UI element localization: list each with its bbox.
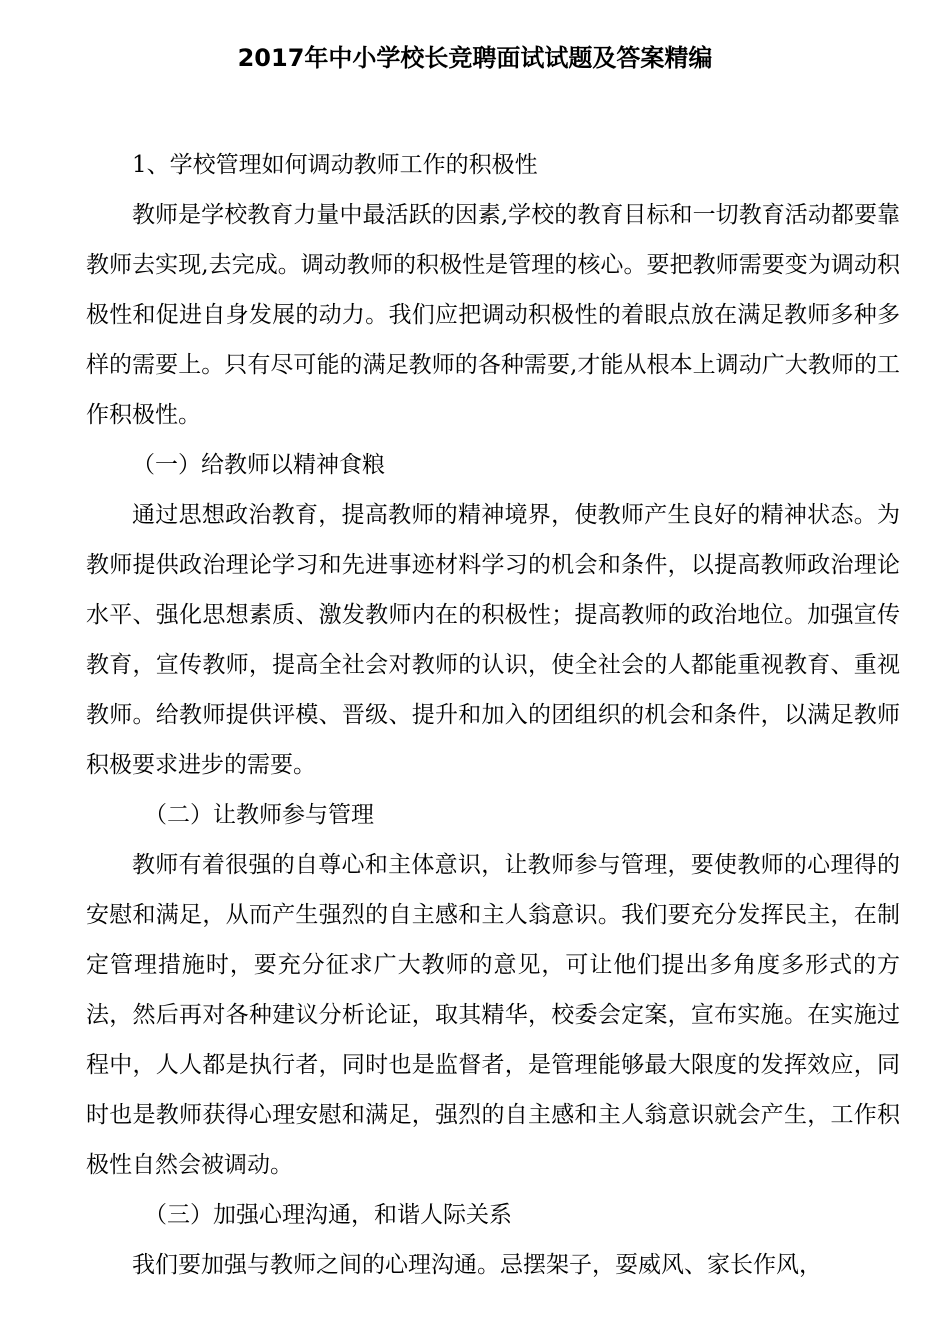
question-heading: 1、学校管理如何调动教师工作的积极性 (132, 152, 538, 178)
section-heading-2: （二）让教师参与管理 (144, 802, 374, 828)
section-paragraph-2: 教师有着很强的自尊心和主体意识，让教师参与管理，要使教师的心理得的安慰和满足，从而产生强烈的自主感和主人翁意识。我们要充分发挥民主，在制定管理措施时，要充分征求广大教师的意见，可让他们提出多角度多形式的方法，然后再对各种建议分析论证，取其精华，校委会定案，宣布实施。在实施过程中，人人都是执行者，同时也是监督者，是管理能够最大限度的发挥效应，同时也是教师获得心理安慰和满足，强烈的自主感和主人翁意识就会产生，工作积极性自然会被调动。 (86, 852, 900, 1178)
section-heading-1: （一）给教师以精神食粮 (132, 452, 385, 478)
section-paragraph-3: 我们要加强与教师之间的心理沟通。忌摆架子，耍威风、家长作风， (132, 1252, 822, 1278)
section-heading-3: （三）加强心理沟通，和谐人际关系 (144, 1202, 512, 1228)
document-body (86, 140, 900, 1290)
document-title: 2017年中小学校长竞聘面试试题及答案精编 (237, 44, 713, 72)
intro-paragraph: 教师是学校教育力量中最活跃的因素,学校的教育目标和一切教育活动都要靠教师去实现,去完成。调动教师的积极性是管理的核心。要把教师需要变为调动积极性和促进自身发展的动力。我们应把调动积极性的着眼点放在满足教师多种多样的需要上。只有尽可能的满足教师的各种需要,才能从根本上调动广大教师的工作积极性。 (86, 202, 900, 428)
section-paragraph-1: 通过思想政治教育，提高教师的精神境界，使教师产生良好的精神状态。为教师提供政治理论学习和先进事迹材料学习的机会和条件，以提高教师政治理论水平、强化思想素质、激发教师内在的积极性；提高教师的政治地位。加强宣传教育，宣传教师，提高全社会对教师的认识，使全社会的人都能重视教育、重视教师。给教师提供评模、晋级、提升和加入的团组织的机会和条件，以满足教师积极要求进步的需要。 (86, 502, 900, 778)
